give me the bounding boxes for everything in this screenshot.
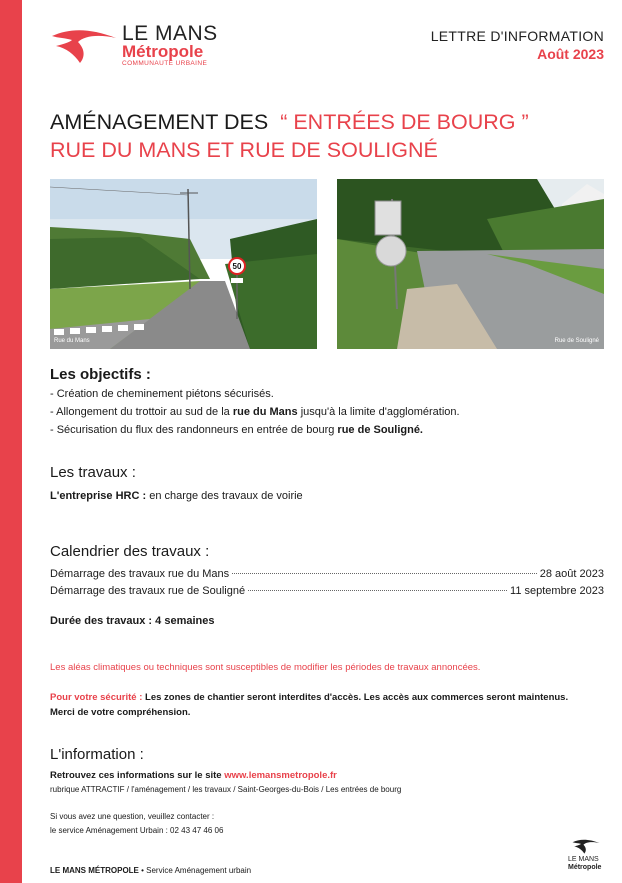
info-section (50, 746, 144, 763)
logo-line1: LE MANS (122, 22, 218, 45)
calendar-heading: Calendrier des travaux : (50, 543, 210, 560)
objective-item: - Sécurisation du flux des randonneurs en entrée de bourg rue de Souligné. (50, 424, 423, 436)
calendar-row: Démarrage des travaux rue de Souligné 11 septembre 2023 (50, 585, 604, 597)
info-heading: L'information : (50, 746, 144, 763)
logo-line2: Métropole (122, 42, 204, 61)
letter-date: Août 2023 (537, 46, 604, 62)
works-company: L'entreprise HRC : en charge des travaux de voirie (50, 490, 303, 502)
left-accent-bar (0, 0, 22, 883)
calendar-row: Démarrage des travaux rue du Mans 28 août 2023 (50, 568, 604, 580)
info-contact: le service Aménagement Urbain : 02 43 47 46 06 (50, 826, 224, 835)
title-line1-dark: AMÉNAGEMENT DES (50, 110, 269, 134)
page-title (50, 108, 529, 164)
le-mans-metropole-logo (50, 22, 230, 72)
footer: LE MANS MÉTROPOLE • Service Aménagement urbain (50, 866, 252, 875)
works-heading: Les travaux : (50, 464, 136, 481)
photo-rue-du-mans (50, 179, 317, 349)
objectives-section (50, 366, 460, 439)
bird-logo-icon (571, 838, 601, 854)
logo-line3: COMMUNAUTÉ URBAINE (122, 60, 208, 67)
objective-item: - Création de cheminement piétons sécurisés. (50, 388, 274, 400)
photo-rue-de-souligne (337, 179, 604, 349)
letter-label: LETTRE D'INFORMATION (430, 28, 604, 44)
bird-logo-icon (50, 26, 118, 64)
info-question: Si vous avez une question, veuillez contacter : (50, 812, 215, 821)
info-path: rubrique ATTRACTIF / l'aménagement / les travaux / Saint-Georges-du-Bois / Les entrées de bourg (50, 785, 402, 794)
works-duration: Durée des travaux : 4 semaines (50, 615, 215, 627)
calendar-heading-wrap (50, 543, 209, 560)
climate-notice: Les aléas climatiques ou techniques sont susceptibles de modifier les périodes de travaux annoncées. (50, 662, 481, 673)
speed-sign-value: 50 (232, 262, 242, 271)
objectives-heading: Les objectifs : (50, 366, 151, 383)
title-line2: RUE DU MANS ET RUE DE SOULIGNÉ (50, 138, 438, 162)
info-site-line: Retrouvez ces informations sur le site www.lemansmetropole.fr (50, 770, 337, 781)
photo-caption: Rue de Souligné (554, 338, 599, 344)
objective-item: - Allongement du trottoir au sud de la rue du Mans jusqu'à la limite d'agglomération. (50, 406, 460, 418)
newsletter-header (431, 28, 604, 62)
small-logo: LE MANS Métropole (565, 838, 605, 878)
works-section (50, 464, 303, 505)
safety-notice: Pour votre sécurité : Les zones de chantier seront interdites d'accès. Les accès aux commerces seront maintenus. Merci de votre compréhension. (50, 692, 569, 718)
photo-caption: Rue du Mans (54, 338, 90, 344)
site-link[interactable]: www.lemansmetropole.fr (224, 770, 337, 781)
title-line1-red: “ ENTRÉES DE BOURG ” (280, 110, 529, 134)
